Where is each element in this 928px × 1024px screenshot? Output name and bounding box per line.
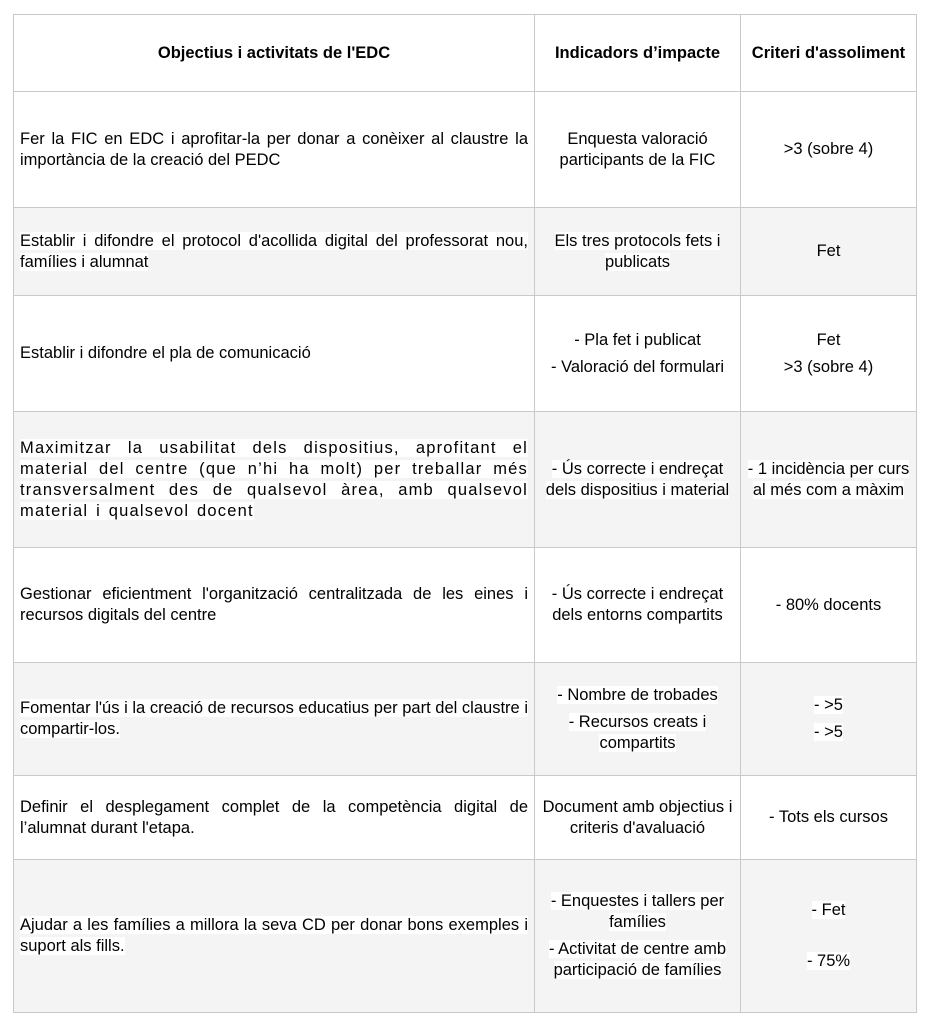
table-row xyxy=(14,208,917,296)
indicator-item: - Enquestes i tallers per famílies xyxy=(550,892,725,931)
indicator-cell xyxy=(535,92,741,208)
indicator-item: - Pla fet i publicat xyxy=(574,330,701,349)
indicators-header: Indicadors d’impacte xyxy=(535,15,741,92)
criteria-item: >3 (sobre 4) xyxy=(783,357,874,376)
criteria-cell xyxy=(741,663,917,776)
criteria-item: Fet xyxy=(816,330,841,349)
objective-text: Maximitzar la usabilitat dels dispositius, aprofitant el material del centre (que n’hi ha molt) per treballar més transversalment des de qualsevol àrea, amb qualsevol material i qualsevol docent xyxy=(20,438,528,520)
indicator-item: - Valoració del formulari xyxy=(550,357,724,376)
objective-text: Ajudar a les famílies a millora la seva CD per donar bons exemples i suport als fills. xyxy=(20,916,528,955)
objective-cell xyxy=(14,208,535,296)
objectives-table xyxy=(13,14,917,1013)
indicator-cell xyxy=(535,208,741,296)
table-row xyxy=(14,663,917,776)
objective-cell xyxy=(14,412,535,548)
indicator-cell xyxy=(535,296,741,412)
indicator-item: - Recursos creats i compartits xyxy=(568,712,707,752)
objective-cell xyxy=(14,776,535,860)
objective-text: Gestionar eficientment l'organització centralitzada de les eines i recursos digitals del centre xyxy=(20,585,528,624)
table-row xyxy=(14,412,917,548)
table-row xyxy=(14,776,917,860)
criteria-item: - Fet xyxy=(811,901,846,919)
criteria-item: - 75% xyxy=(806,952,851,970)
objective-cell xyxy=(14,663,535,776)
table-row xyxy=(14,296,917,412)
indicator-item: - Nombre de trobades xyxy=(557,685,718,704)
objective-cell xyxy=(14,860,535,1013)
criteria-item: - 1 incidència per curs al més com a màxim xyxy=(747,459,910,499)
criteria-item: >3 (sobre 4) xyxy=(783,140,874,158)
criteria-cell xyxy=(741,208,917,296)
criteria-item: - >5 xyxy=(814,696,843,714)
criteria-item: - 80% docents xyxy=(775,595,882,614)
criteria-item: Fet xyxy=(816,242,841,260)
indicator-item: Document amb objectius i criteris d'avaluació xyxy=(542,797,733,837)
table-row xyxy=(14,92,917,208)
criteria-cell xyxy=(741,296,917,412)
indicator-cell xyxy=(535,776,741,860)
criteria-cell xyxy=(741,776,917,860)
criteria-item: - >5 xyxy=(814,723,843,741)
indicator-cell xyxy=(535,663,741,776)
indicator-item: - Activitat de centre amb participació de famílies xyxy=(549,940,726,979)
table-header-row xyxy=(14,15,917,92)
table-row xyxy=(14,860,917,1013)
table-title: Objectius i activitats de l'EDC xyxy=(14,15,535,92)
indicator-item: Els tres protocols fets i publicats xyxy=(554,231,721,271)
criteria-header: Criteri d'assoliment xyxy=(741,15,917,92)
criteria-cell xyxy=(741,92,917,208)
criteria-cell xyxy=(741,412,917,548)
objective-text: Fomentar l'ús i la creació de recursos educatius per part del claustre i compartir-los. xyxy=(20,699,528,738)
objective-text: Establir i difondre el pla de comunicació xyxy=(20,344,311,362)
indicator-item: - Ús correcte i endreçat dels entorns compartits xyxy=(551,585,724,624)
indicator-cell xyxy=(535,860,741,1013)
criteria-item: - Tots els cursos xyxy=(769,808,888,826)
criteria-cell xyxy=(741,548,917,663)
objective-text: Fer la FIC en EDC i aprofitar-la per donar a conèixer al claustre la importància de la creació del PEDC xyxy=(20,129,528,169)
indicator-cell xyxy=(535,412,741,548)
criteria-cell xyxy=(741,860,917,1013)
indicator-item: Enquesta valoració participants de la FIC xyxy=(559,129,716,169)
indicator-cell xyxy=(535,548,741,663)
objective-cell xyxy=(14,296,535,412)
objective-cell xyxy=(14,92,535,208)
objective-cell xyxy=(14,548,535,663)
objective-text: Establir i difondre el protocol d'acollida digital del professorat nou, famílies i alumnat xyxy=(20,231,528,271)
table-row xyxy=(14,548,917,663)
indicator-item: - Ús correcte i endreçat dels dispositius i material xyxy=(545,459,730,499)
objective-text: Definir el desplegament complet de la competència digital de l’alumnat durant l'etapa. xyxy=(20,797,528,837)
